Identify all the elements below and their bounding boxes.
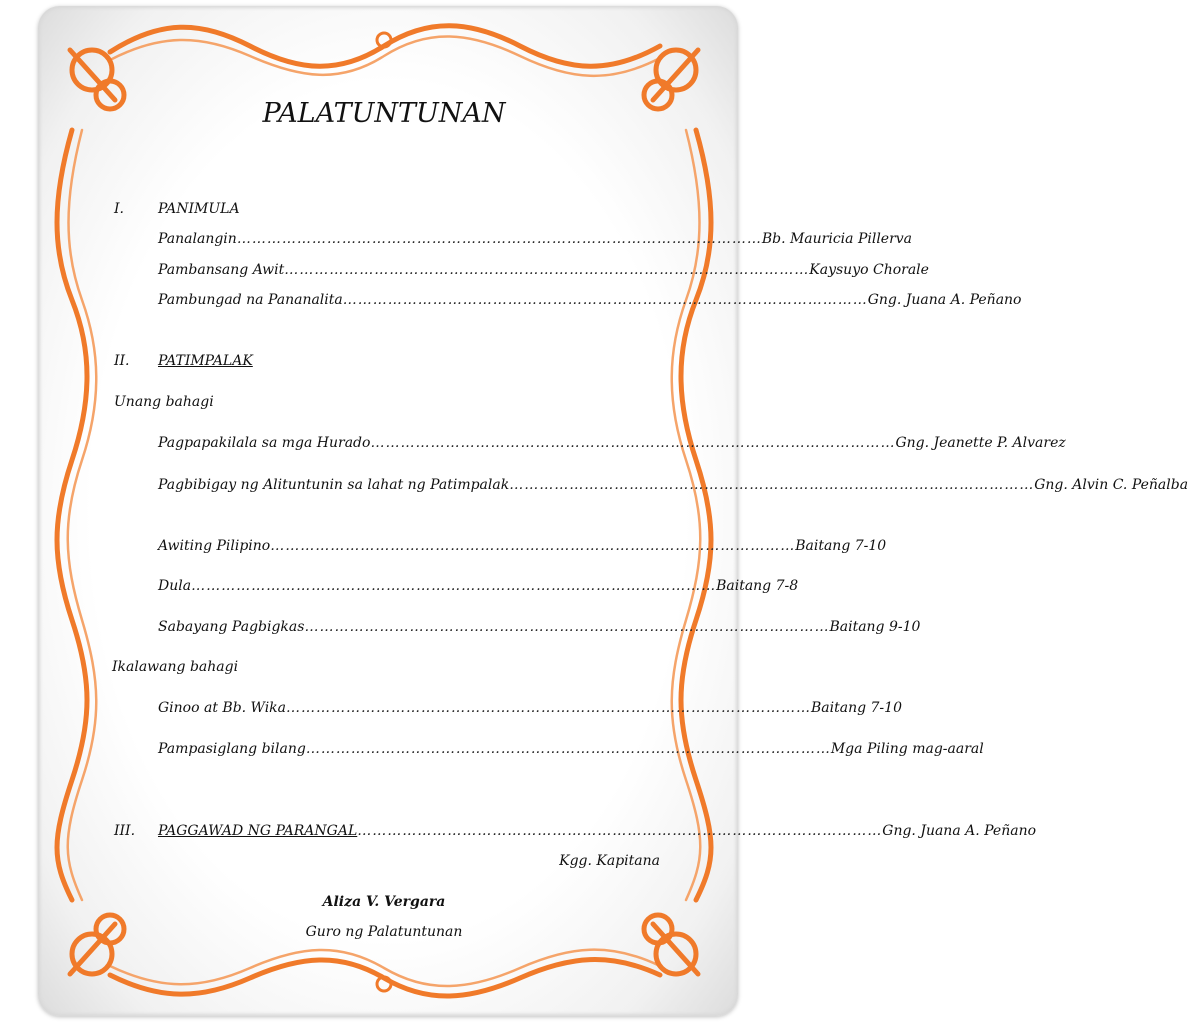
section-name-3: PAGGAWAD NG PARANGAL bbox=[158, 823, 358, 839]
leader-dots: …………………………………………………………………………………………… bbox=[305, 741, 831, 757]
leader-dots: …………………………………………………………………………………………… bbox=[191, 578, 717, 594]
list-item bbox=[158, 538, 887, 554]
list-item bbox=[158, 292, 1022, 308]
list-item bbox=[158, 435, 1066, 451]
item-name: Pagbibigay ng Alituntunin sa lahat ng Patimpalak bbox=[158, 477, 510, 493]
list-item bbox=[158, 700, 902, 716]
item-name: Pagpapakilala sa mga Hurado bbox=[158, 435, 371, 451]
item-assignee: Baitang 7-8 bbox=[716, 578, 799, 594]
signatory-name: Aliza V. Vergara bbox=[322, 894, 446, 910]
leader-dots: …………………………………………………………………………………………… bbox=[509, 477, 1035, 493]
list-item bbox=[158, 823, 1037, 839]
item-assignee: Gng. Juana A. Peñano bbox=[882, 823, 1037, 839]
item-name: Pambungad na Pananalita bbox=[158, 292, 343, 308]
section-name-1: PANIMULA bbox=[158, 201, 240, 217]
item-name: Pampasiglang bilang bbox=[158, 741, 306, 757]
page-title: PALATUNTUNAN bbox=[262, 98, 506, 129]
section-number-2: II. bbox=[114, 353, 130, 369]
section-name-2: PATIMPALAK bbox=[158, 353, 253, 369]
leader-dots: …………………………………………………………………………………………… bbox=[304, 619, 830, 635]
item-name: Sabayang Pagbigkas bbox=[158, 619, 305, 635]
section-number-3: III. bbox=[114, 823, 136, 839]
item-assignee-secondary: Kgg. Kapitana bbox=[559, 853, 660, 869]
leader-dots: …………………………………………………………………………………………… bbox=[236, 231, 762, 247]
leader-dots: …………………………………………………………………………………………… bbox=[286, 700, 812, 716]
list-item bbox=[158, 262, 929, 278]
item-assignee: Bb. Mauricia Pillerva bbox=[761, 231, 913, 247]
leader-dots: …………………………………………………………………………………………… bbox=[342, 292, 868, 308]
list-item bbox=[158, 741, 984, 757]
item-assignee: Baitang 7-10 bbox=[795, 538, 887, 554]
list-item bbox=[158, 477, 1188, 493]
subsection-label-2: Ikalawang bahagi bbox=[112, 659, 239, 675]
item-name: Ginoo at Bb. Wika bbox=[158, 700, 287, 716]
leader-dots: …………………………………………………………………………………………… bbox=[284, 262, 810, 278]
list-item bbox=[158, 231, 913, 247]
item-name: Dula bbox=[158, 578, 192, 594]
item-assignee: Kaysuyo Chorale bbox=[809, 262, 929, 278]
item-name: Panalangin bbox=[158, 231, 237, 247]
item-name: Awiting Pilipino bbox=[158, 538, 271, 554]
leader-dots: …………………………………………………………………………………………… bbox=[357, 823, 883, 839]
item-assignee: Gng. Alvin C. Peñalba bbox=[1034, 477, 1188, 493]
leader-dots: …………………………………………………………………………………………… bbox=[270, 538, 796, 554]
signatory-role: Guro ng Palatuntunan bbox=[305, 924, 463, 940]
list-item bbox=[158, 619, 921, 635]
item-assignee: Baitang 9-10 bbox=[829, 619, 921, 635]
item-assignee: Gng. Jeanette P. Alvarez bbox=[895, 435, 1066, 451]
subsection-label-1: Unang bahagi bbox=[114, 394, 214, 410]
item-assignee: Mga Piling mag-aaral bbox=[830, 741, 984, 757]
section-number-1: I. bbox=[114, 201, 124, 217]
item-assignee: Baitang 7-10 bbox=[811, 700, 902, 716]
item-assignee: Gng. Juana A. Peñano bbox=[867, 292, 1022, 308]
list-item bbox=[158, 578, 799, 594]
leader-dots: …………………………………………………………………………………………… bbox=[370, 435, 896, 451]
item-name: Pambansang Awit bbox=[158, 262, 285, 278]
